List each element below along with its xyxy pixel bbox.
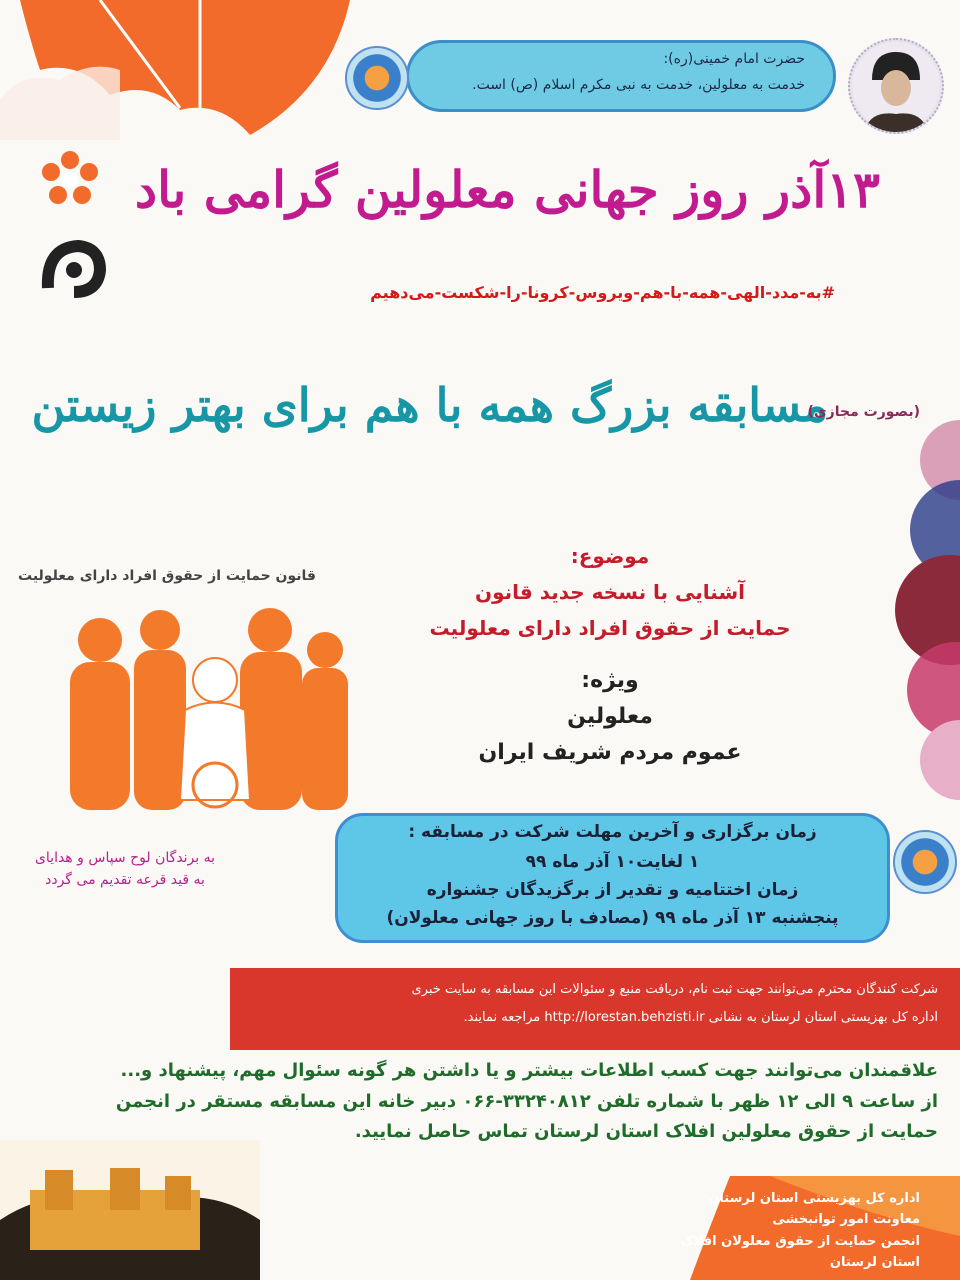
- virtual-note: (بصورت مجازی): [807, 404, 920, 420]
- footer-line-1: اداره کل بهزیستی استان لرستان: [708, 1191, 920, 1206]
- topic-line-1: آشنایی با نسخه جدید قانون: [475, 580, 745, 604]
- contact-line-1: علاقمندان می‌توانند جهت کسب اطلاعات بیشتر و یا داشتن هر گونه سئوال مهم، پیشنهاد و...: [120, 1060, 938, 1081]
- audience-line-1: معلولین: [567, 704, 653, 729]
- prize-note: [15, 847, 235, 892]
- floral-emblem-icon: [893, 830, 957, 894]
- quote-box: [406, 40, 836, 112]
- headline-title: ۱۳آذر روز جهانی معلولین گرامی باد: [134, 160, 880, 219]
- people-silhouette: [30, 600, 350, 810]
- topic-line-2: حمایت از حقوق افراد دارای معلولیت: [429, 616, 791, 640]
- umbrella-icon: [0, 0, 360, 140]
- schedule-line-4: پنجشنبه ۱۳ آذر ماه ۹۹ (مصادف با روز جهانی معلولان): [386, 908, 839, 928]
- khomeini-portrait: [848, 38, 944, 134]
- behzisti-logo-icon: [40, 150, 100, 210]
- decorative-circles: [880, 420, 960, 800]
- registration-band: [230, 968, 960, 1050]
- prize-note-line-1: به برندگان لوح سپاس و هدایای: [34, 850, 216, 866]
- schedule-line-1: زمان برگزاری و آخرین مهلت شرکت در مسابقه :: [408, 822, 817, 842]
- footer-organization: [680, 1188, 920, 1274]
- hashtag-text: #به-مدد-الهی-همه-با-هم-ویروس-کرونا-را-شکست-می‌دهیم: [370, 283, 835, 302]
- contact-text: [38, 1056, 938, 1148]
- audience-line-2: عموم مردم شریف ایران: [478, 740, 742, 765]
- footer-line-4: استان لرستان: [829, 1255, 920, 1271]
- floral-emblem-icon: [345, 46, 409, 110]
- schedule-line-2: ۱ لغایت۱۰ آذر ماه ۹۹: [525, 852, 700, 872]
- schedule-box: [335, 813, 890, 943]
- topic-label: موضوع:: [570, 544, 650, 568]
- footer-line-3: انجمن حمایت از حقوق معلولان افلاک: [680, 1233, 920, 1249]
- contact-line-2: از ساعت ۹ الی ۱۲ ظهر با شماره تلفن ۳۳۲۴۰۸۱۲-۰۶۶ دبیر خانه این مسابقه مستقر در انجمن: [115, 1090, 938, 1112]
- registration-line-3: مراجعه نمایند.: [463, 1010, 541, 1025]
- quote-text: خدمت به معلولین، خدمت به نبی مکرم اسلام (ص) است.: [472, 77, 805, 93]
- registration-url[interactable]: http://lorestan.behzisti.ir: [544, 1010, 705, 1025]
- aflak-logo-icon: [38, 238, 106, 298]
- footer-line-2: معاونت امور توانبخشی: [772, 1212, 920, 1228]
- quote-title: حضرت امام خمینی(ره):: [663, 51, 805, 67]
- registration-line-1: شرکت کنندگان محترم می‌توانند جهت ثبت نام، دریافت منبع و سئوالات این مسابقه به سایت خبری: [411, 982, 938, 997]
- prize-note-line-2: به قید قرعه تقدیم می گردد: [45, 872, 205, 889]
- contact-line-3: حمایت از حقوق معلولین افلاک استان لرستان تماس حاصل نمایید.: [354, 1121, 938, 1143]
- castle-image: [0, 1140, 260, 1280]
- schedule-line-3: زمان اختتامیه و تقدیر از برگزیدگان جشنواره: [426, 880, 799, 900]
- law-caption: قانون حمایت از حقوق افراد دارای معلولیت: [18, 568, 316, 584]
- registration-line-2: اداره کل بهزیستی استان لرستان به نشانی: [708, 1010, 938, 1025]
- audience-label: ویژه:: [581, 668, 639, 693]
- contest-title: مسابقه بزرگ همه با هم برای بهتر زیستن: [31, 378, 828, 432]
